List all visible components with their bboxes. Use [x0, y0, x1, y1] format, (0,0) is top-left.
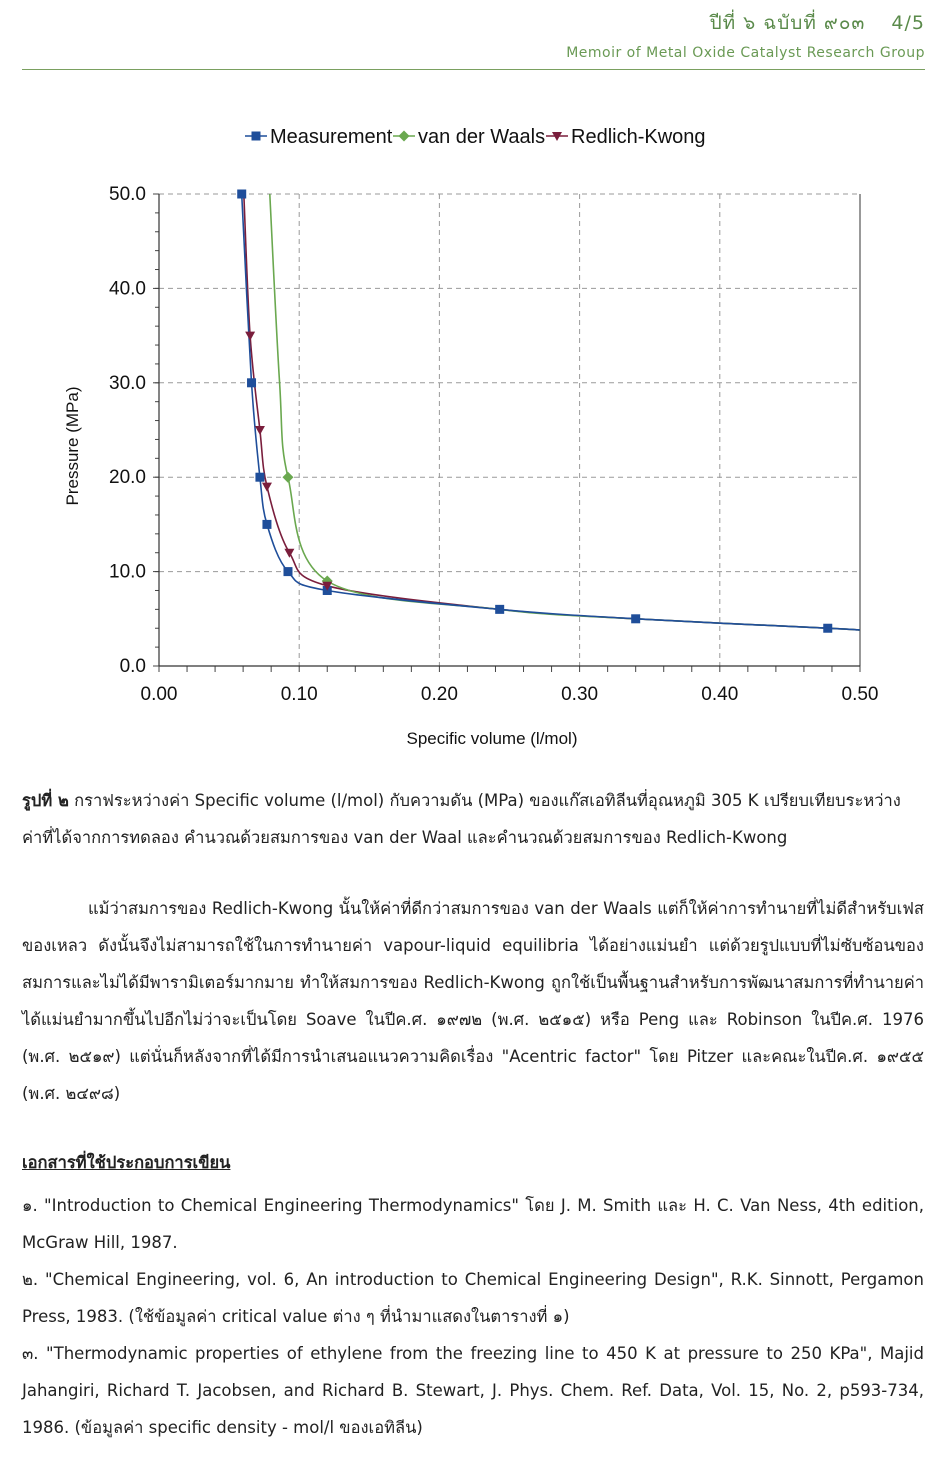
data-point	[262, 483, 272, 492]
x-tick-label: 0.20	[420, 684, 458, 705]
y-axis-label: Pressure (MPa)	[63, 386, 82, 506]
y-tick-label: 30.0	[109, 372, 146, 394]
pressure-volume-chart	[40, 110, 900, 760]
y-tick-label: 40.0	[109, 278, 146, 300]
data-point	[255, 426, 265, 435]
chart-points	[237, 190, 832, 633]
y-tick-label: 0.0	[119, 656, 146, 677]
data-point	[255, 473, 264, 482]
legend-marker	[399, 131, 410, 142]
references-list	[22, 1187, 924, 1446]
data-point	[282, 472, 293, 483]
data-point	[283, 567, 292, 576]
data-point	[247, 378, 256, 387]
x-tick-label: 0.00	[140, 684, 178, 705]
issue-header	[684, 8, 925, 38]
data-point	[631, 614, 640, 623]
issue-number: ปีที่ ๖ ฉบับที่ ๙๐๓	[709, 12, 866, 34]
chart-curves	[242, 194, 860, 630]
x-tick-label: 0.30	[561, 684, 599, 705]
legend-marker	[252, 132, 261, 141]
data-point	[495, 605, 504, 614]
series-line	[244, 194, 860, 630]
series-line	[270, 194, 860, 630]
y-tick-label: 20.0	[109, 467, 146, 489]
reference-item: ๓. "Thermodynamic properties of ethylene from the freezing line to 450 K at pressure to 250 KPa", Majid Jahangiri, Richard T. Jacobsen, and Richard B. Stewart, J. Phys. Chem. Ref. Data, Vol. 15, No. 2, p593-734, 1986. (ข้อมูลค่า specific density - mol/l ของเอทิลีน)	[22, 1344, 924, 1437]
data-point	[284, 549, 294, 558]
group-name: Memoir of Metal Oxide Catalyst Research Group	[566, 45, 925, 61]
chart-grid	[159, 194, 860, 666]
y-tick-label: 10.0	[109, 561, 146, 583]
data-point	[262, 520, 271, 529]
references-title: เอกสารที่ใช้ประกอบการเขียน	[22, 1153, 231, 1172]
legend-label: Measurement	[270, 126, 393, 148]
chart-legend	[245, 126, 706, 148]
data-point	[245, 332, 255, 341]
legend-label: Redlich-Kwong	[571, 126, 706, 148]
data-point	[237, 190, 246, 199]
x-tick-label: 0.50	[841, 684, 879, 705]
figure-caption	[22, 782, 924, 856]
chart-tick-labels	[109, 184, 878, 705]
header-divider	[22, 69, 925, 70]
legend-label: van der Waals	[418, 126, 546, 148]
x-axis-label: Specific volume (l/mol)	[406, 729, 578, 748]
x-tick-label: 0.10	[280, 684, 318, 705]
page-number: 4/5	[891, 12, 925, 34]
caption-label: รูปที่ ๒	[22, 791, 69, 810]
x-tick-label: 0.40	[701, 684, 739, 705]
reference-item: ๒. "Chemical Engineering, vol. 6, An introduction to Chemical Engineering Design", R.K. Sinnott, Pergamon Press, 1983. (ใช้ข้อมูลค่า critical value ต่าง ๆ ที่นำมาแสดงในตารางที่ ๑)	[22, 1270, 924, 1326]
body-paragraph: แม้ว่าสมการของ Redlich-Kwong นั้นให้ค่าที่ดีกว่าสมการของ van der Waals แต่ก็ให้ค่าการทำนายที่ไม่ดีสำหรับเฟสของเหลว ดังนั้นจึงไม่สามารถใช้ในการทำนายค่า vapour-liquid equilibria ได้อย่างแม่นยำ แต่ด้วยรูปแบบที่ไม่ซับซ้อนของสมการและไม่ได้มีพารามิเตอร์มากมาย ทำให้สมการของ Redlich-Kwong ถูกใช้เป็นพื้นฐานสำหรับการพัฒนาสมการที่ทำนายค่าได้แม่นยำมากขึ้นไปอีกไม่ว่าจะเป็นโดย Soave ในปีค.ศ. ๑๙๗๒ (พ.ศ. ๒๕๑๕) หรือ Peng และ Robinson ในปีค.ศ. 1976 (พ.ศ. ๒๕๑๙) แต่นั่นก็หลังจากที่ได้มีการนำเสนอแนวความคิดเรื่อง "Acentric factor" โดย Pitzer และคณะในปีค.ศ. ๑๙๕๕ (พ.ศ. ๒๔๙๘)	[22, 899, 924, 1103]
series-line	[242, 194, 860, 630]
data-point	[823, 624, 832, 633]
y-tick-label: 50.0	[109, 184, 146, 205]
reference-item: ๑. "Introduction to Chemical Engineering Thermodynamics" โดย J. M. Smith และ H. C. Van Ness, 4th edition, McGraw Hill, 1987.	[22, 1196, 924, 1252]
caption-text: กราฟระหว่างค่า Specific volume (l/mol) กับความดัน (MPa) ของแก๊สเอทิลีนที่อุณหภูมิ 305 K เปรียบเทียบระหว่างค่าที่ได้จากการทดลอง คำนวณด้วยสมการของ van der Waal และคำนวณด้วยสมการของ Redlich-Kwong	[22, 791, 901, 847]
